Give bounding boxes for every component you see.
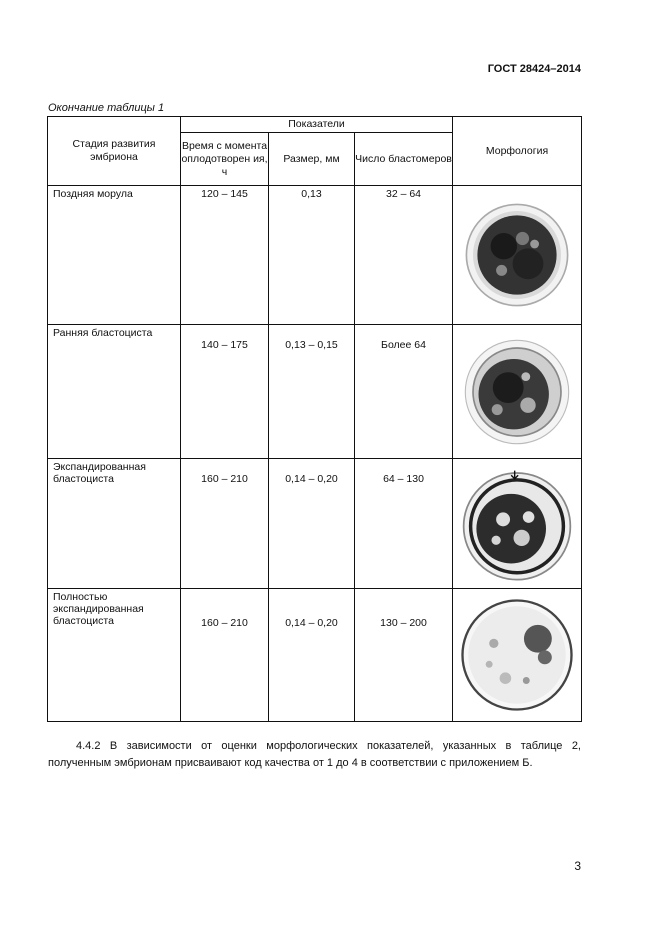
header-stage: Стадия развития эмбриона — [48, 117, 181, 186]
time-cell: 140 – 175 — [181, 325, 269, 459]
paragraph-4-4-2 — [48, 738, 581, 772]
header-time: Время с момента оплодотворен ия, ч — [181, 133, 269, 186]
standard-code: ГОСТ 28424–2014 — [487, 63, 581, 75]
morphology-cell — [453, 325, 582, 459]
header-blastomere-count: Число бластомеров — [355, 133, 453, 186]
embryo-stage-table — [47, 116, 582, 722]
table-row — [48, 186, 582, 325]
late-morula-image — [462, 200, 572, 310]
stage-cell: Поздняя морула — [48, 186, 181, 325]
size-cell: 0,13 — [269, 186, 355, 325]
morphology-cell — [453, 186, 582, 325]
time-cell: 120 – 145 — [181, 186, 269, 325]
paragraph-text: 4.4.2 В зависимости от оценки морфологических показателей, указанных в таблице 2, полученным эмбрионам присваивают код качества от 1 до 4 в соответствии с приложением Б. — [48, 740, 581, 769]
expanded-blastocyst-image — [459, 466, 575, 582]
morphology-cell — [453, 459, 582, 589]
time-cell: 160 – 210 — [181, 589, 269, 722]
stage-cell: Полностью экспандированная бластоциста — [48, 589, 181, 722]
header-size: Размер, мм — [269, 133, 355, 186]
size-cell: 0,13 – 0,15 — [269, 325, 355, 459]
count-cell: Более 64 — [355, 325, 453, 459]
stage-cell: Ранняя бластоциста — [48, 325, 181, 459]
count-cell: 32 – 64 — [355, 186, 453, 325]
size-cell: 0,14 – 0,20 — [269, 459, 355, 589]
count-cell: 130 – 200 — [355, 589, 453, 722]
table-row — [48, 589, 582, 722]
header-indicators: Показатели — [181, 117, 453, 133]
stage-cell: Экспандированная бластоциста — [48, 459, 181, 589]
page-number: 3 — [574, 859, 581, 873]
time-cell: 160 – 210 — [181, 459, 269, 589]
size-cell: 0,14 – 0,20 — [269, 589, 355, 722]
count-cell: 64 – 130 — [355, 459, 453, 589]
header-morphology: Морфология — [453, 117, 582, 186]
fully-expanded-blastocyst-image — [459, 597, 575, 713]
morphology-cell — [453, 589, 582, 722]
table-caption: Окончание таблицы 1 — [48, 102, 165, 114]
table-row — [48, 325, 582, 459]
table-row — [48, 459, 582, 589]
early-blastocyst-image — [462, 337, 572, 447]
